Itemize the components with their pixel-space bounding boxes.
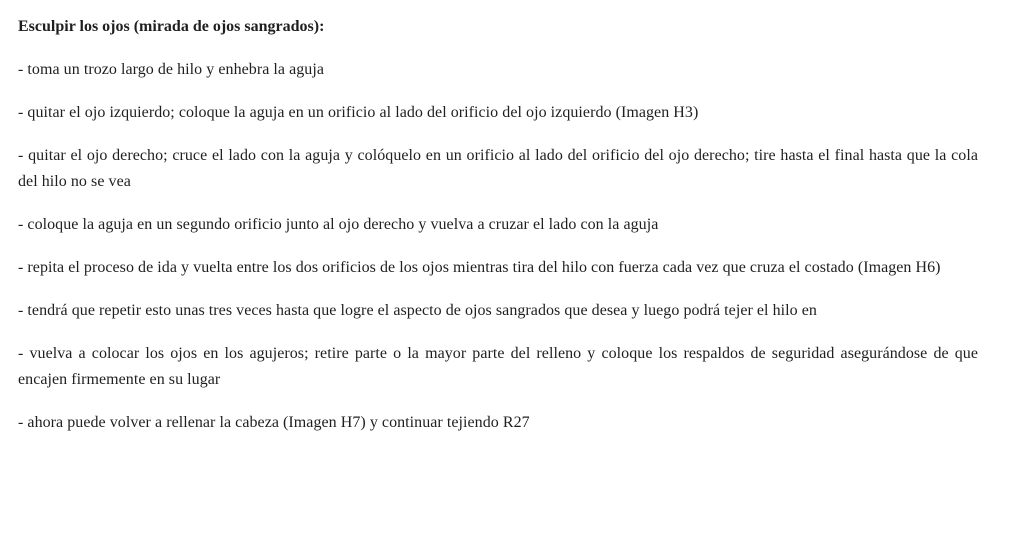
step-item: - tendrá que repetir esto unas tres veces hasta que logre el aspecto de ojos sangrados que desea y luego podrá tejer el hilo en xyxy=(18,302,817,319)
step-item: - vuelva a colocar los ojos en los agujeros; retire parte o la mayor parte del relleno y coloque los respaldos de seguridad asegurándose de que encajen firmemente en su lugar xyxy=(18,345,978,388)
step-item: - toma un trozo largo de hilo y enhebra la aguja xyxy=(18,61,325,78)
step-item: - ahora puede volver a rellenar la cabeza (Imagen H7) y continuar tejiendo R27 xyxy=(18,414,530,431)
section-heading: Esculpir los ojos (mirada de ojos sangrados): xyxy=(18,18,325,35)
step-item: - quitar el ojo izquierdo; coloque la aguja en un orificio al lado del orificio del ojo izquierdo (Imagen H3) xyxy=(18,104,699,121)
step-item: - repita el proceso de ida y vuelta entre los dos orificios de los ojos mientras tira del hilo con fuerza cada vez que cruza el costado (Imagen H6) xyxy=(18,259,941,276)
document-body xyxy=(18,14,978,453)
step-item: - coloque la aguja en un segundo orificio junto al ojo derecho y vuelva a cruzar el lado con la aguja xyxy=(18,216,659,233)
step-item: - quitar el ojo derecho; cruce el lado con la aguja y colóquelo en un orificio al lado del orificio del ojo derecho; tire hasta el final hasta que la cola del hilo no se vea xyxy=(18,147,978,190)
